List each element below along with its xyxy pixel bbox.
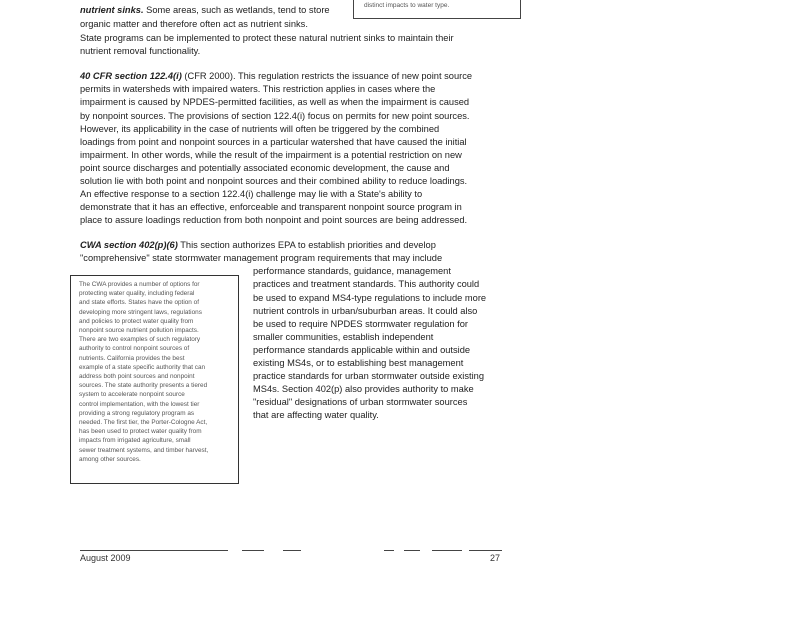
section-402-line-1: CWA section 402(p)(6) This section authorizes EPA to establish priorities and develop [80,240,436,250]
sidebar-line: nonpoint source nutrient pollution impacts. [79,327,199,334]
page-number: 27 [490,553,501,563]
section-122-line-5: However, its applicability in the case of nutrients will often be triggered by the combined [80,124,440,134]
sidebar-line: providing a strong regulatory program as [79,410,195,417]
footer-rule [242,550,264,551]
footer-rule [283,550,301,551]
intro-line-1: nutrient sinks. Some areas, such as wetlands, tend to store [80,5,330,15]
section-122-line-8: point source discharges and potentially associated economic development, the cause and [80,163,450,173]
sidebar-line: sources. The state authority presents a tiered [79,382,208,389]
section-402-wrap-6: smaller communities, establish independent [253,332,434,342]
section-122-line-12: place to assure loadings reduction from both nonpoint and point sources are being addressed. [80,215,468,225]
sidebar-line: and policies to protect water quality from [79,318,194,325]
footer-rule [404,550,420,551]
section-122-line-11: demonstrate that it has an effective, enforceable and transparent nonpoint source program in [80,202,462,212]
section-122-line-6: loadings from point and nonpoint sources in a particular watershed that have caused the initial [80,137,467,147]
footer-rule [432,550,462,551]
section-402-wrap-11: "residual" designations of urban stormwater sources [253,397,468,407]
section-402-line-2: "comprehensive" state stormwater management program requirements that may include [80,253,443,263]
section-402-wrap-4: nutrient controls in urban/suburban areas. It could also [253,306,478,316]
footer-rule [384,550,394,551]
sidebar-line: protecting water quality, including federal [79,290,195,297]
sidebar-line: authority to control nonpoint sources of [79,345,190,352]
sidebar-line: impacts from irrigated agriculture, small [79,437,191,444]
footer-rule [80,550,228,551]
section-402-heading: CWA section 402(p)(6) [80,240,178,250]
section-122-line-4: by nonpoint sources. The provisions of section 122.4(i) focus on permits for new point sources. [80,111,470,121]
intro-line-4: nutrient removal functionality. [80,46,201,56]
sidebar-line: address both point sources and nonpoint [79,373,195,380]
sidebar-line: sewer treatment systems, and timber harvest, [79,447,209,454]
section-122-line-2: permits in watersheds with impaired waters. This restriction applies in cases where the [80,84,436,94]
sidebar-line: needed. The first tier, the Porter-Cologne Act, [79,419,208,426]
section-402-wrap-5: be used to require NPDES stormwater regulation for [253,319,468,329]
section-402-wrap-10: MS4s. Section 402(p) also provides authority to make [253,384,474,394]
footer-date: August 2009 [80,553,131,563]
sidebar-box-top [353,0,521,19]
sidebar-line: developing more stringent laws, regulations [79,309,202,316]
section-402-wrap-12: that are affecting water quality. [253,410,379,420]
section-402-wrap-8: existing MS4s, or to establishing best management [253,358,464,368]
section-402-wrap-7: performance standards applicable within and outside [253,345,471,355]
section-122-line-7: impairment. In other words, while the result of the impairment is a potential restriction on new [80,150,462,160]
sidebar-line: nutrients. California provides the best [79,355,185,362]
section-402-wrap-1: performance standards, guidance, management [253,266,451,276]
intro-line-3: State programs can be implemented to protect these natural nutrient sinks to maintain their [80,33,454,43]
section-122-heading: 40 CFR section 122.4(i) [80,71,182,81]
section-122-line-3: impairment is caused by NPDES-permitted facilities, as well as when the impairment is caused [80,97,470,107]
footer-rule [469,550,502,551]
sidebar-line: system to accelerate nonpoint source [79,391,185,398]
sidebar-line: and state efforts. States have the option of [79,299,199,306]
sidebar-box [70,275,239,484]
sidebar-line: control implementation, with the lowest tier [79,401,200,408]
section-122-line-10: An effective response to a section 122.4(i) challenge may lie with a State's ability to [80,189,423,199]
sidebar-line: The CWA provides a number of options for [79,281,200,288]
sidebar-line: has been used to protect water quality from [79,428,202,435]
section-402-wrap-2: practices and treatment standards. This authority could [253,279,480,289]
intro-line-2: organic matter and therefore often act as nutrient sinks. [80,19,308,29]
section-122-line-9: solution lie with both point and nonpoint sources and their combined ability to reduce loadings. [80,176,468,186]
sidebar-line: example of a state specific authority that can [79,364,206,371]
sidebar-line: There are two examples of such regulatory [79,336,201,343]
section-122-line-1: 40 CFR section 122.4(i) (CFR 2000). This regulation restricts the issuance of new point source [80,71,473,81]
section-402-wrap-3: be used to expand MS4-type regulations to include more [253,293,487,303]
sidebar-caption: distinct impacts to water type. [364,2,450,9]
sidebar-line: among other sources. [79,456,141,463]
section-402-wrap-9: practice standards for urban stormwater outside existing [253,371,484,381]
